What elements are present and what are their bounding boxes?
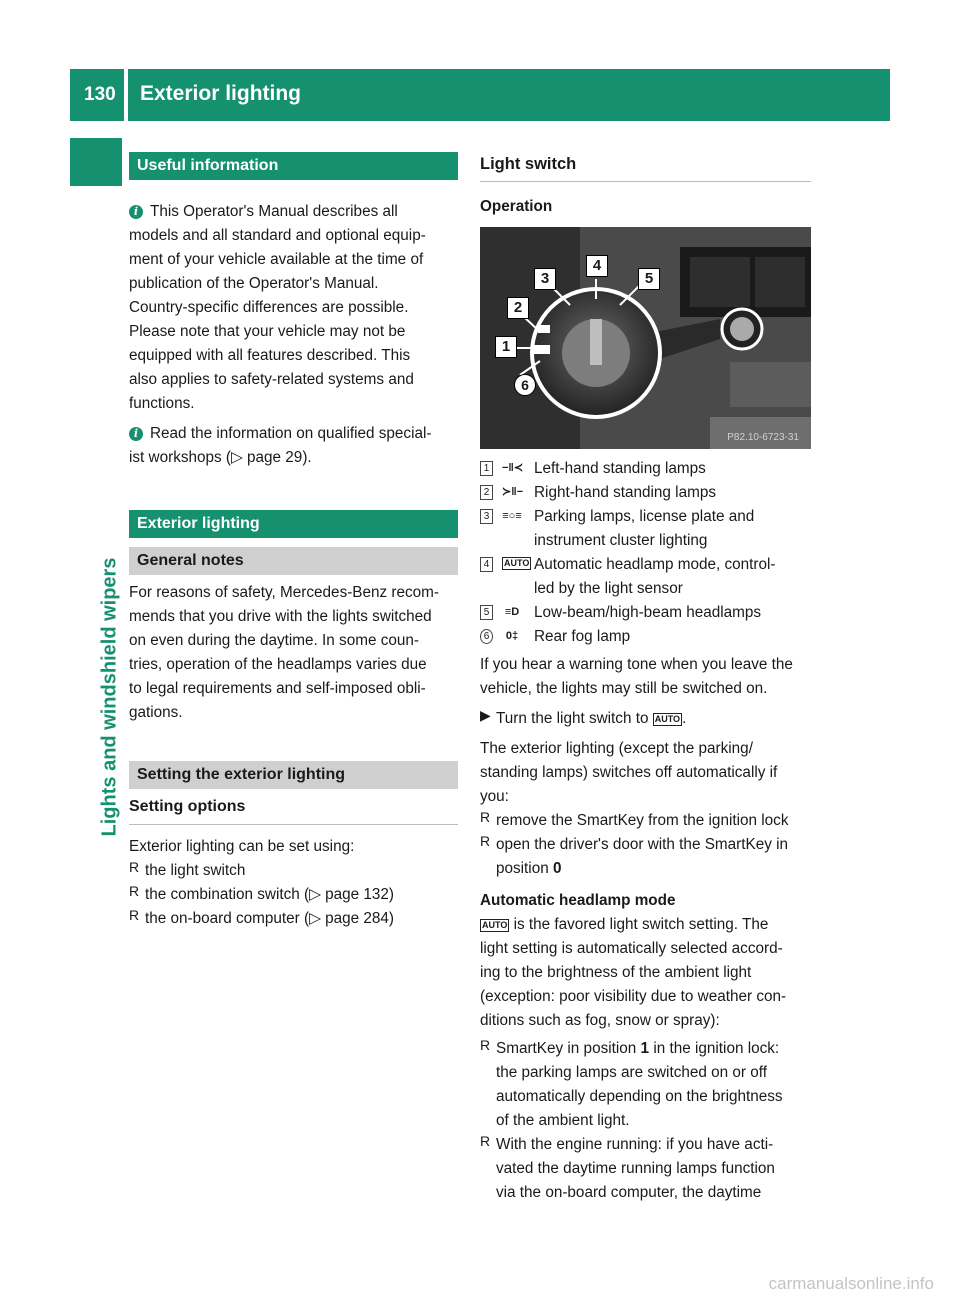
header-divider xyxy=(124,69,128,121)
bullet-r-icon: R xyxy=(480,833,491,849)
page-title: Exterior lighting xyxy=(140,82,302,105)
right-standing-lamps-icon: ≻‖− xyxy=(502,486,524,498)
info1-line: equipped with all features described. This xyxy=(129,347,411,364)
list-item xyxy=(480,809,811,833)
legend-text: instrument cluster lighting xyxy=(534,532,708,549)
callout-5: 5 xyxy=(638,268,660,290)
list-item-text: via the on-board computer, the daytime xyxy=(496,1184,762,1201)
list-item xyxy=(480,1037,811,1133)
light-switch-photo xyxy=(480,227,811,449)
info1-line: This Operator's Manual describes all xyxy=(150,203,398,220)
text-line: If you hear a warning tone when you leave the xyxy=(480,656,793,673)
number-box: 5 xyxy=(480,605,493,620)
text-line: vehicle, the lights may still be switched on. xyxy=(480,680,768,697)
info1-line: also applies to safety-related systems and xyxy=(129,371,414,388)
page-number: 130 xyxy=(84,84,116,105)
text-part: is the favored light switch setting. The xyxy=(513,916,769,933)
operation-subheading: Operation xyxy=(480,198,553,215)
legend-list xyxy=(480,457,811,649)
legend-text: Rear fog lamp xyxy=(534,628,631,645)
set-using-text: Exterior lighting can be set using: xyxy=(129,838,355,855)
text-part: in the ignition lock: xyxy=(653,1040,780,1057)
legend-item xyxy=(480,553,811,601)
callout-3: 3 xyxy=(534,268,556,290)
number-box: 4 xyxy=(480,557,493,572)
text-line: gations. xyxy=(129,704,183,721)
legend-text: Automatic headlamp mode, control- xyxy=(534,556,776,573)
list-item-text xyxy=(496,857,811,881)
exterior-lighting-heading: Exterior lighting xyxy=(129,510,458,538)
section-tab-marker xyxy=(70,138,122,186)
info1-line: ment of your vehicle available at the time of xyxy=(129,251,424,268)
text-line: tries, operation of the headlamps varies due xyxy=(129,656,427,673)
callout-2: 2 xyxy=(507,297,529,319)
legend-item xyxy=(480,601,811,625)
text-line: ditions such as fog, snow or spray): xyxy=(480,1012,720,1029)
position-value: 0 xyxy=(552,860,562,877)
list-item[interactable] xyxy=(129,907,458,931)
legend-item xyxy=(480,625,811,649)
legend-text: Left-hand standing lamps xyxy=(534,460,706,477)
list-item-text: open the driver's door with the SmartKey in xyxy=(496,836,789,853)
list-item-text: the parking lamps are switched on or off xyxy=(496,1064,767,1081)
arrow-right-icon: ▶ xyxy=(480,707,491,723)
info1-line: functions. xyxy=(129,395,195,412)
info2-line[interactable]: ist workshops (▷ page 29). xyxy=(129,449,312,466)
light-switch-heading: Light switch xyxy=(480,152,811,182)
site-watermark: carmanualsonline.info xyxy=(768,1274,934,1293)
step-text-end: . xyxy=(682,710,687,727)
list-item-text: vated the daytime running lamps function xyxy=(496,1160,775,1177)
info1-line: models and all standard and optional equip- xyxy=(129,227,426,244)
text-line: (exception: poor visibility due to weather con- xyxy=(480,988,787,1005)
legend-text: led by the light sensor xyxy=(534,580,683,597)
instruction-text xyxy=(496,707,811,731)
low-beam-icon: ≡D xyxy=(504,606,520,618)
setting-options-subheading: Setting options xyxy=(129,795,458,825)
list-item-text xyxy=(496,1037,811,1061)
auto-headlamp-heading: Automatic headlamp mode xyxy=(480,892,676,909)
list-item-text: With the engine running: if you have acti- xyxy=(496,1136,774,1153)
text-line: to legal requirements and self-imposed obli- xyxy=(129,680,426,697)
legend-text: Parking lamps, license plate and xyxy=(534,508,755,525)
left-standing-lamps-icon: −‖≺ xyxy=(502,462,524,474)
warning-text xyxy=(480,653,811,701)
text-line: For reasons of safety, Mercedes-Benz recom- xyxy=(129,584,440,601)
list-item-text: remove the SmartKey from the ignition lock xyxy=(496,812,789,829)
list-item[interactable] xyxy=(129,883,458,907)
text-line: standing lamps) switches off automatically if xyxy=(480,764,778,781)
light-switch-illustration xyxy=(480,227,811,449)
general-notes-text xyxy=(129,581,458,725)
info-note-1 xyxy=(129,200,458,416)
bullet-r-icon: R xyxy=(129,907,140,923)
general-notes-heading: General notes xyxy=(129,547,458,575)
image-reference: P82.10-6723-31 xyxy=(727,432,799,443)
text-line: The exterior lighting (except the parking/ xyxy=(480,740,753,757)
text-line: ing to the brightness of the ambient light xyxy=(480,964,752,981)
callout-6: 6 xyxy=(514,374,536,396)
auto-off-text xyxy=(480,737,811,809)
right-column xyxy=(480,152,811,1205)
callout-4: 4 xyxy=(586,255,608,277)
left-column xyxy=(129,152,458,931)
instruction-step xyxy=(480,707,811,731)
bullet-r-icon: R xyxy=(480,1037,491,1053)
list-item xyxy=(129,859,458,883)
legend-text: Low-beam/high-beam headlamps xyxy=(534,604,762,621)
rear-fog-lamp-icon: 0‡ xyxy=(505,630,519,642)
section-tab-label: Lights and windshield wipers xyxy=(98,557,121,837)
legend-text: Right-hand standing lamps xyxy=(534,484,716,501)
setting-lighting-heading: Setting the exterior lighting xyxy=(129,761,458,789)
bullet-r-icon: R xyxy=(129,859,140,875)
list-item-text: the light switch xyxy=(145,862,246,879)
legend-item xyxy=(480,505,811,553)
position-value: 1 xyxy=(640,1040,650,1057)
list-item-text: the on-board computer (▷ page 284) xyxy=(145,910,395,927)
auto-glyph: AUTO xyxy=(654,714,681,724)
info1-line: Please note that your vehicle may not be xyxy=(129,323,406,340)
info2-line: Read the information on qualified special- xyxy=(150,425,432,442)
auto-headlamp-icon xyxy=(502,557,530,571)
parking-lamps-icon: ≡○≡ xyxy=(502,510,522,522)
auto-glyph: AUTO xyxy=(504,558,530,568)
number-box: 6 xyxy=(480,629,493,644)
list-item-text: automatically depending on the brightness xyxy=(496,1088,783,1105)
bullet-r-icon: R xyxy=(480,1133,491,1149)
list-item xyxy=(480,833,811,881)
legend-item xyxy=(480,457,811,481)
text-line: mends that you drive with the lights switched xyxy=(129,608,432,625)
text-line: on even during the daytime. In some coun- xyxy=(129,632,419,649)
info-icon: i xyxy=(129,427,143,441)
text-line: you: xyxy=(480,788,509,805)
text-line: light setting is automatically selected accord- xyxy=(480,940,783,957)
auto-first-line xyxy=(480,913,811,937)
useful-info-heading: Useful information xyxy=(129,152,458,180)
legend-item xyxy=(480,481,811,505)
step-text: Turn the light switch to xyxy=(496,710,649,727)
bullet-r-icon: R xyxy=(480,809,491,825)
list-item xyxy=(480,1133,811,1205)
number-box: 1 xyxy=(480,461,493,476)
list-item-text: the combination switch (▷ page 132) xyxy=(145,886,395,903)
bullet-r-icon: R xyxy=(129,883,140,899)
callout-1: 1 xyxy=(495,336,517,358)
list-item-text: of the ambient light. xyxy=(496,1112,630,1129)
info-icon: i xyxy=(129,205,143,219)
number-box: 2 xyxy=(480,485,493,500)
info1-line: publication of the Operator's Manual. xyxy=(129,275,379,292)
auto-glyph: AUTO xyxy=(482,920,508,930)
info-note-2 xyxy=(129,422,458,470)
number-box: 3 xyxy=(480,509,493,524)
text-part: SmartKey in position xyxy=(496,1040,637,1057)
list-item-text-part: position xyxy=(496,860,549,877)
info1-line: Country-specific differences are possible. xyxy=(129,299,409,316)
